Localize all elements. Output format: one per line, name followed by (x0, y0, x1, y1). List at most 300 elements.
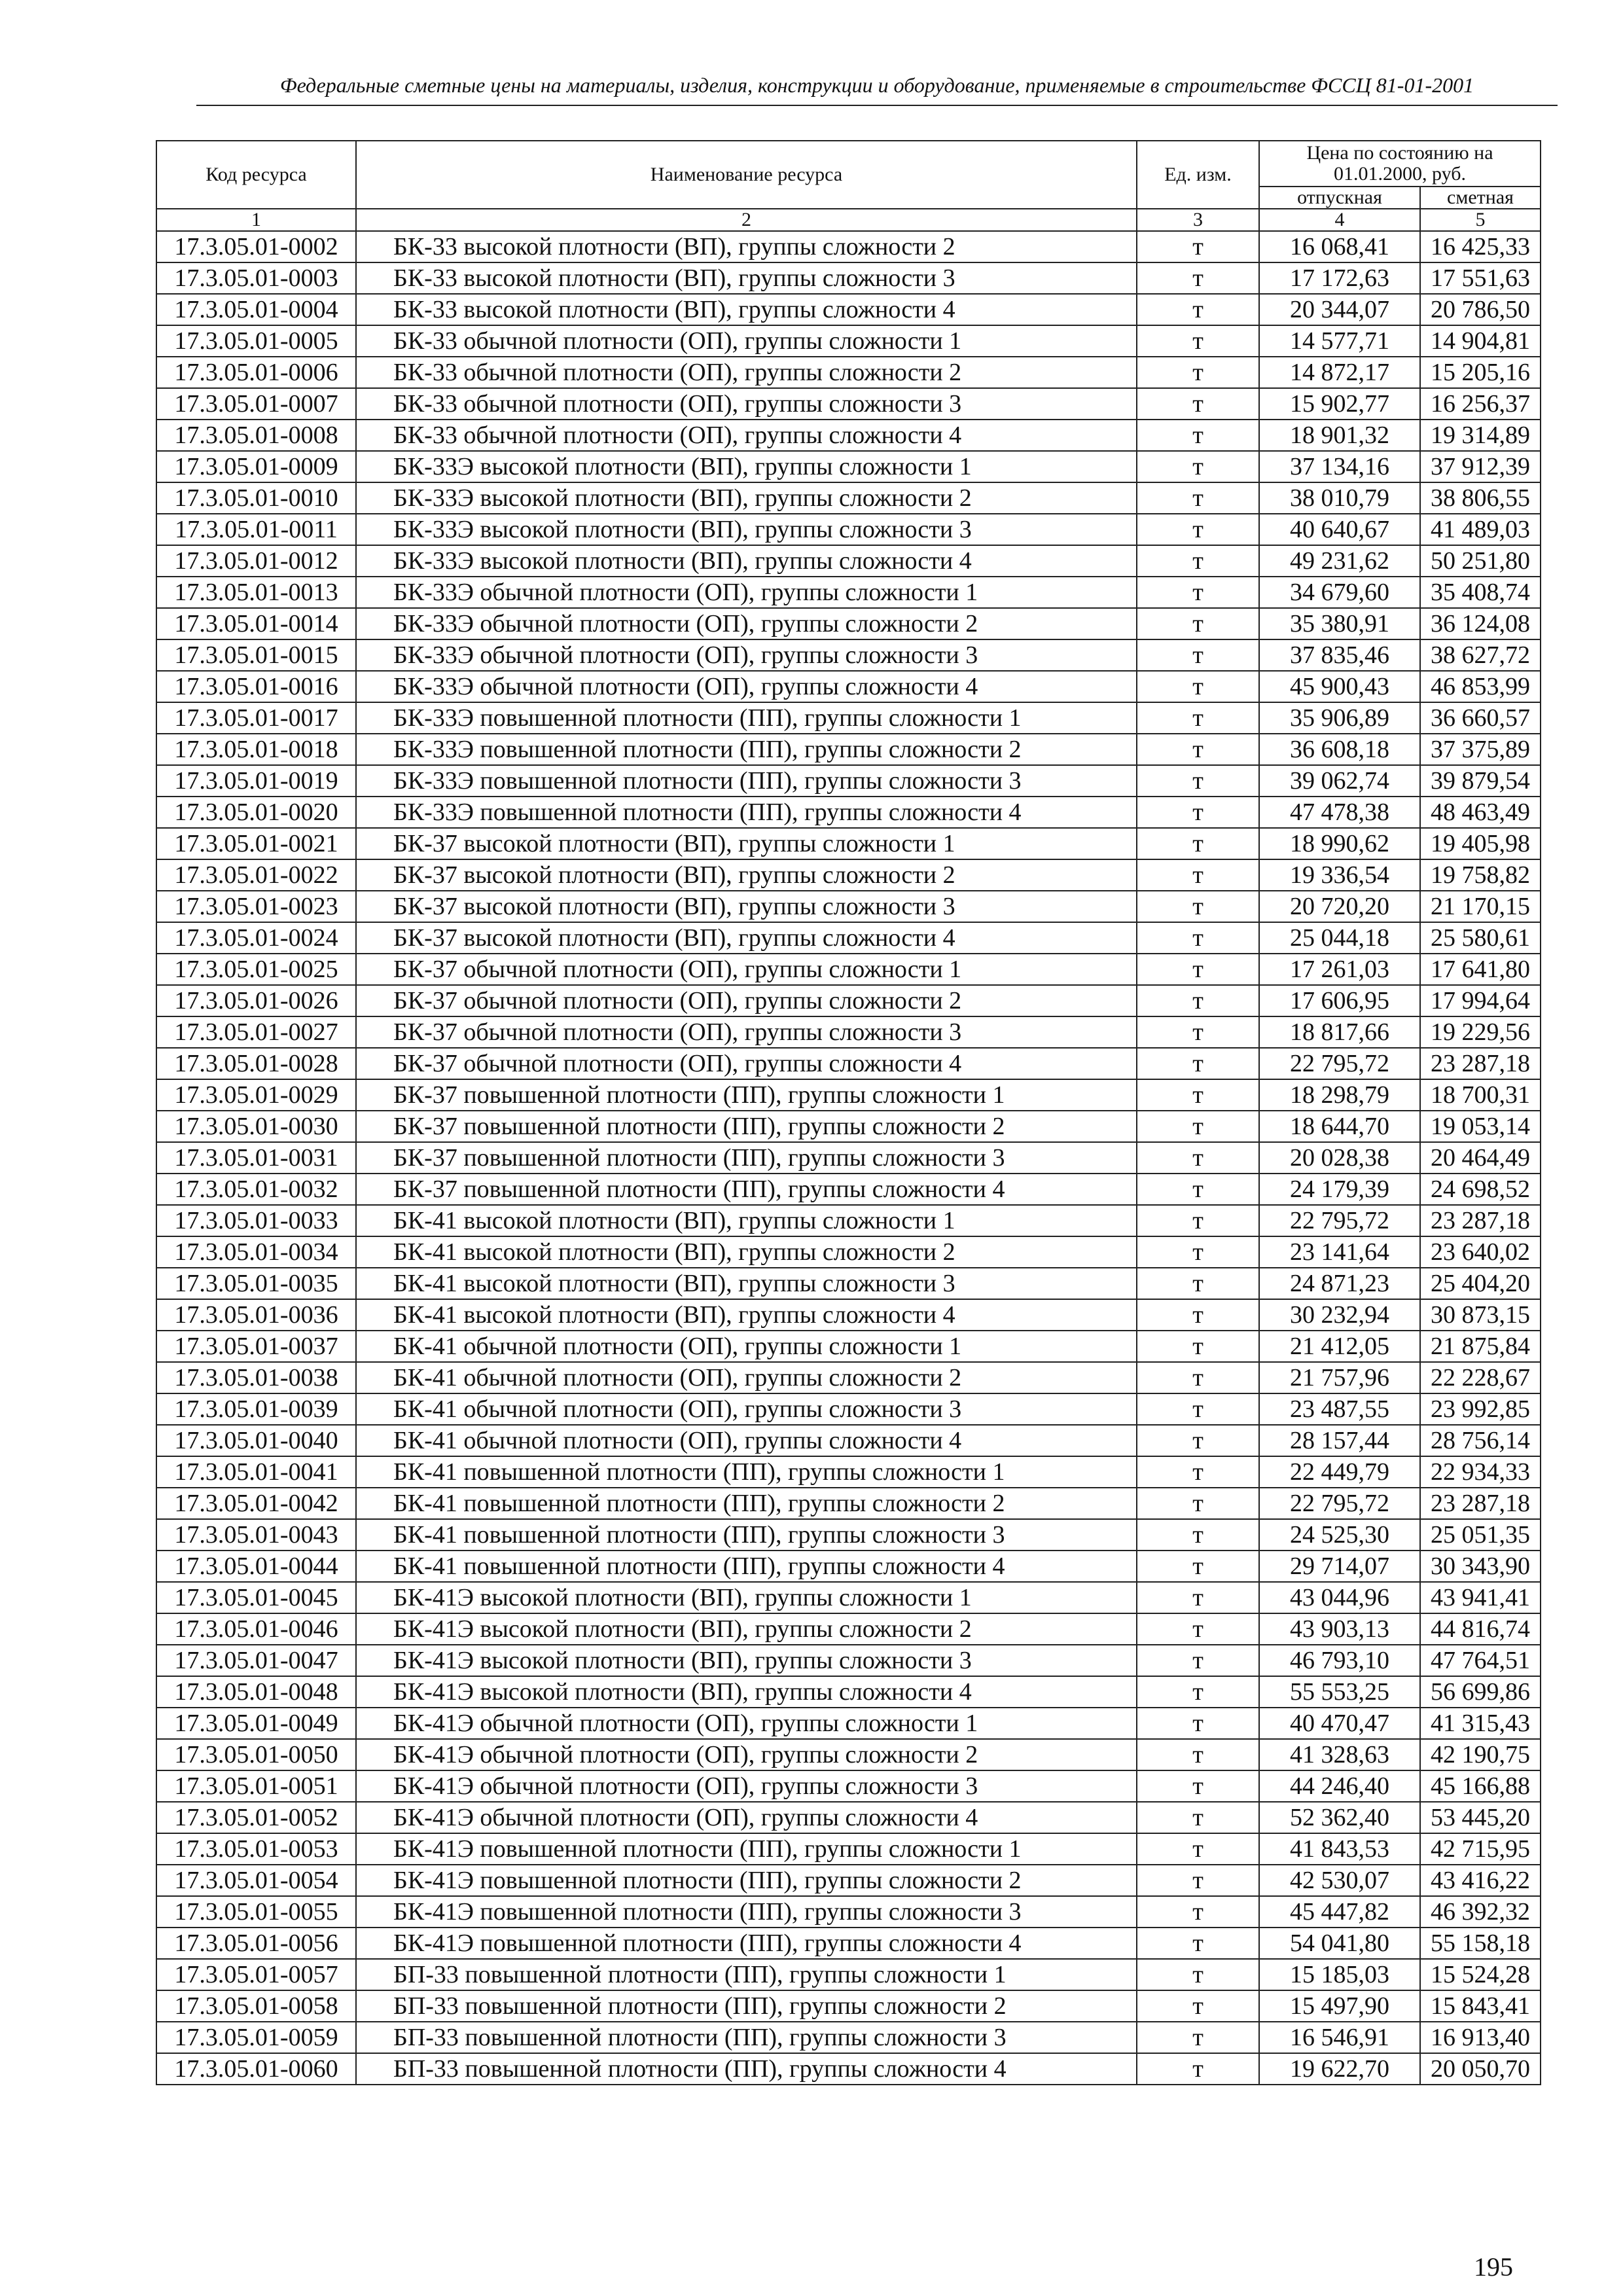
cell-release-price: 24 525,30 (1259, 1519, 1420, 1551)
cell-code: 17.3.05.01-0052 (156, 1802, 356, 1833)
cell-name: БП-33 повышенной плотности (ПП), группы сложности 1 (356, 1959, 1137, 1990)
cell-code: 17.3.05.01-0023 (156, 891, 356, 922)
col-number-1: 1 (156, 209, 356, 231)
cell-release-price: 23 487,55 (1259, 1393, 1420, 1425)
cell-release-price: 37 835,46 (1259, 639, 1420, 671)
cell-unit: т (1137, 1582, 1259, 1613)
table-row (156, 1299, 1541, 1331)
cell-unit: т (1137, 954, 1259, 985)
table-row (156, 1331, 1541, 1362)
table-row (156, 1362, 1541, 1393)
cell-release-price: 45 447,82 (1259, 1896, 1420, 1928)
cell-estimate-price: 23 640,02 (1420, 1236, 1541, 1268)
cell-unit: т (1137, 608, 1259, 639)
cell-estimate-price: 44 816,74 (1420, 1613, 1541, 1645)
cell-name: БК-33Э повышенной плотности (ПП), группы сложности 4 (356, 797, 1137, 828)
cell-estimate-price: 30 873,15 (1420, 1299, 1541, 1331)
cell-estimate-price: 36 124,08 (1420, 608, 1541, 639)
cell-release-price: 54 041,80 (1259, 1928, 1420, 1959)
cell-unit: т (1137, 1236, 1259, 1268)
table-row (156, 325, 1541, 357)
cell-unit: т (1137, 1425, 1259, 1456)
col-number-3: 3 (1137, 209, 1259, 231)
cell-unit: т (1137, 765, 1259, 797)
cell-name: БП-33 повышенной плотности (ПП), группы сложности 3 (356, 2022, 1137, 2053)
cell-code: 17.3.05.01-0013 (156, 577, 356, 608)
cell-estimate-price: 20 786,50 (1420, 294, 1541, 325)
cell-release-price: 21 757,96 (1259, 1362, 1420, 1393)
cell-code: 17.3.05.01-0028 (156, 1048, 356, 1079)
cell-unit: т (1137, 545, 1259, 577)
cell-name: БК-41Э высокой плотности (ВП), группы сложности 4 (356, 1676, 1137, 1708)
cell-release-price: 15 497,90 (1259, 1990, 1420, 2022)
cell-unit: т (1137, 325, 1259, 357)
cell-release-price: 14 577,71 (1259, 325, 1420, 357)
table-row (156, 1833, 1541, 1865)
cell-code: 17.3.05.01-0036 (156, 1299, 356, 1331)
table-row (156, 451, 1541, 482)
cell-unit: т (1137, 2022, 1259, 2053)
cell-unit: т (1137, 639, 1259, 671)
cell-unit: т (1137, 671, 1259, 702)
cell-code: 17.3.05.01-0008 (156, 420, 356, 451)
cell-release-price: 47 478,38 (1259, 797, 1420, 828)
cell-name: БК-41Э повышенной плотности (ПП), группы сложности 4 (356, 1928, 1137, 1959)
header-rule (196, 105, 1558, 106)
cell-code: 17.3.05.01-0002 (156, 231, 356, 262)
table-row (156, 1142, 1541, 1174)
cell-name: БК-41Э повышенной плотности (ПП), группы сложности 1 (356, 1833, 1137, 1865)
cell-estimate-price: 56 699,86 (1420, 1676, 1541, 1708)
cell-code: 17.3.05.01-0033 (156, 1205, 356, 1236)
cell-release-price: 35 380,91 (1259, 608, 1420, 639)
cell-unit: т (1137, 891, 1259, 922)
cell-estimate-price: 16 913,40 (1420, 2022, 1541, 2053)
cell-unit: т (1137, 1645, 1259, 1676)
cell-estimate-price: 45 166,88 (1420, 1770, 1541, 1802)
table-row (156, 262, 1541, 294)
cell-release-price: 22 795,72 (1259, 1488, 1420, 1519)
cell-estimate-price: 39 879,54 (1420, 765, 1541, 797)
cell-code: 17.3.05.01-0009 (156, 451, 356, 482)
cell-unit: т (1137, 1676, 1259, 1708)
cell-unit: т (1137, 1488, 1259, 1519)
cell-release-price: 35 906,89 (1259, 702, 1420, 734)
cell-name: БК-41 высокой плотности (ВП), группы сложности 2 (356, 1236, 1137, 1268)
cell-code: 17.3.05.01-0034 (156, 1236, 356, 1268)
col-number-4: 4 (1259, 209, 1420, 231)
cell-name: БК-41 высокой плотности (ВП), группы сложности 1 (356, 1205, 1137, 1236)
cell-code: 17.3.05.01-0016 (156, 671, 356, 702)
cell-estimate-price: 41 315,43 (1420, 1708, 1541, 1739)
cell-release-price: 43 903,13 (1259, 1613, 1420, 1645)
cell-unit: т (1137, 482, 1259, 514)
cell-code: 17.3.05.01-0012 (156, 545, 356, 577)
table-row (156, 797, 1541, 828)
cell-code: 17.3.05.01-0037 (156, 1331, 356, 1362)
cell-unit: т (1137, 797, 1259, 828)
cell-name: БК-41Э высокой плотности (ВП), группы сложности 2 (356, 1613, 1137, 1645)
cell-code: 17.3.05.01-0038 (156, 1362, 356, 1393)
cell-estimate-price: 50 251,80 (1420, 545, 1541, 577)
cell-release-price: 15 902,77 (1259, 388, 1420, 420)
cell-code: 17.3.05.01-0049 (156, 1708, 356, 1739)
cell-name: БК-41Э обычной плотности (ОП), группы сложности 1 (356, 1708, 1137, 1739)
cell-code: 17.3.05.01-0058 (156, 1990, 356, 2022)
table-row (156, 1551, 1541, 1582)
cell-release-price: 16 068,41 (1259, 231, 1420, 262)
cell-name: БК-41 обычной плотности (ОП), группы сложности 3 (356, 1393, 1137, 1425)
cell-name: БК-37 высокой плотности (ВП), группы сложности 2 (356, 859, 1137, 891)
cell-estimate-price: 15 843,41 (1420, 1990, 1541, 2022)
cell-name: БК-41 повышенной плотности (ПП), группы сложности 3 (356, 1519, 1137, 1551)
table-row (156, 1959, 1541, 1990)
cell-estimate-price: 19 314,89 (1420, 420, 1541, 451)
cell-estimate-price: 23 287,18 (1420, 1488, 1541, 1519)
cell-unit: т (1137, 1990, 1259, 2022)
cell-estimate-price: 22 228,67 (1420, 1362, 1541, 1393)
cell-code: 17.3.05.01-0043 (156, 1519, 356, 1551)
table-row (156, 482, 1541, 514)
cell-name: БК-33 обычной плотности (ОП), группы сложности 3 (356, 388, 1137, 420)
cell-estimate-price: 41 489,03 (1420, 514, 1541, 545)
table-row (156, 1174, 1541, 1205)
cell-code: 17.3.05.01-0040 (156, 1425, 356, 1456)
cell-unit: т (1137, 1456, 1259, 1488)
cell-unit: т (1137, 985, 1259, 1016)
table-row (156, 1896, 1541, 1928)
cell-estimate-price: 37 912,39 (1420, 451, 1541, 482)
cell-unit: т (1137, 1079, 1259, 1111)
table-row (156, 1111, 1541, 1142)
cell-release-price: 20 028,38 (1259, 1142, 1420, 1174)
cell-estimate-price: 43 941,41 (1420, 1582, 1541, 1613)
table-row (156, 545, 1541, 577)
page-number: 195 (1474, 2252, 1513, 2282)
cell-code: 17.3.05.01-0029 (156, 1079, 356, 1111)
cell-name: БК-41 повышенной плотности (ПП), группы сложности 1 (356, 1456, 1137, 1488)
cell-unit: т (1137, 1393, 1259, 1425)
cell-name: БК-33Э высокой плотности (ВП), группы сложности 3 (356, 514, 1137, 545)
table-row (156, 1268, 1541, 1299)
cell-name: БК-33 обычной плотности (ОП), группы сложности 2 (356, 357, 1137, 388)
cell-release-price: 43 044,96 (1259, 1582, 1420, 1613)
cell-estimate-price: 19 053,14 (1420, 1111, 1541, 1142)
cell-estimate-price: 19 229,56 (1420, 1016, 1541, 1048)
cell-name: БК-41Э повышенной плотности (ПП), группы сложности 2 (356, 1865, 1137, 1896)
cell-name: БК-33Э повышенной плотности (ПП), группы сложности 1 (356, 702, 1137, 734)
cell-release-price: 14 872,17 (1259, 357, 1420, 388)
cell-code: 17.3.05.01-0059 (156, 2022, 356, 2053)
cell-estimate-price: 46 392,32 (1420, 1896, 1541, 1928)
table-row (156, 639, 1541, 671)
cell-release-price: 24 179,39 (1259, 1174, 1420, 1205)
cell-name: БК-33Э обычной плотности (ОП), группы сложности 4 (356, 671, 1137, 702)
table-row (156, 1079, 1541, 1111)
cell-release-price: 21 412,05 (1259, 1331, 1420, 1362)
cell-unit: т (1137, 1519, 1259, 1551)
table-row (156, 1519, 1541, 1551)
cell-code: 17.3.05.01-0022 (156, 859, 356, 891)
cell-unit: т (1137, 577, 1259, 608)
cell-unit: т (1137, 1268, 1259, 1299)
cell-code: 17.3.05.01-0039 (156, 1393, 356, 1425)
col-header-release-price: отпускная (1259, 187, 1420, 209)
cell-estimate-price: 38 627,72 (1420, 639, 1541, 671)
cell-estimate-price: 16 425,33 (1420, 231, 1541, 262)
cell-code: 17.3.05.01-0045 (156, 1582, 356, 1613)
price-table (156, 140, 1541, 2085)
cell-release-price: 16 546,91 (1259, 2022, 1420, 2053)
cell-code: 17.3.05.01-0015 (156, 639, 356, 671)
cell-estimate-price: 47 764,51 (1420, 1645, 1541, 1676)
table-row (156, 765, 1541, 797)
cell-unit: т (1137, 2053, 1259, 2085)
cell-code: 17.3.05.01-0005 (156, 325, 356, 357)
cell-code: 17.3.05.01-0031 (156, 1142, 356, 1174)
cell-name: БК-37 повышенной плотности (ПП), группы сложности 4 (356, 1174, 1137, 1205)
table-row (156, 702, 1541, 734)
cell-name: БК-37 обычной плотности (ОП), группы сложности 1 (356, 954, 1137, 985)
cell-unit: т (1137, 1205, 1259, 1236)
cell-code: 17.3.05.01-0020 (156, 797, 356, 828)
cell-name: БК-33 высокой плотности (ВП), группы сложности 4 (356, 294, 1137, 325)
cell-name: БК-37 высокой плотности (ВП), группы сложности 3 (356, 891, 1137, 922)
cell-release-price: 39 062,74 (1259, 765, 1420, 797)
cell-code: 17.3.05.01-0048 (156, 1676, 356, 1708)
cell-name: БК-33 обычной плотности (ОП), группы сложности 1 (356, 325, 1137, 357)
cell-release-price: 19 336,54 (1259, 859, 1420, 891)
cell-code: 17.3.05.01-0030 (156, 1111, 356, 1142)
cell-estimate-price: 53 445,20 (1420, 1802, 1541, 1833)
cell-code: 17.3.05.01-0010 (156, 482, 356, 514)
cell-name: БК-33Э обычной плотности (ОП), группы сложности 1 (356, 577, 1137, 608)
cell-release-price: 41 843,53 (1259, 1833, 1420, 1865)
table-row (156, 859, 1541, 891)
cell-estimate-price: 25 051,35 (1420, 1519, 1541, 1551)
cell-name: БК-41 повышенной плотности (ПП), группы сложности 2 (356, 1488, 1137, 1519)
cell-unit: т (1137, 1865, 1259, 1896)
table-row (156, 1645, 1541, 1676)
cell-unit: т (1137, 1896, 1259, 1928)
cell-estimate-price: 16 256,37 (1420, 388, 1541, 420)
table-row (156, 231, 1541, 262)
cell-estimate-price: 21 170,15 (1420, 891, 1541, 922)
cell-code: 17.3.05.01-0021 (156, 828, 356, 859)
cell-release-price: 40 640,67 (1259, 514, 1420, 545)
cell-release-price: 38 010,79 (1259, 482, 1420, 514)
cell-code: 17.3.05.01-0024 (156, 922, 356, 954)
table-row (156, 671, 1541, 702)
cell-estimate-price: 20 050,70 (1420, 2053, 1541, 2085)
cell-name: БК-41 обычной плотности (ОП), группы сложности 4 (356, 1425, 1137, 1456)
cell-name: БК-41 повышенной плотности (ПП), группы сложности 4 (356, 1551, 1137, 1582)
col-header-unit: Ед. изм. (1137, 141, 1259, 209)
table-row (156, 357, 1541, 388)
cell-release-price: 18 901,32 (1259, 420, 1420, 451)
cell-release-price: 22 449,79 (1259, 1456, 1420, 1488)
cell-release-price: 18 644,70 (1259, 1111, 1420, 1142)
cell-release-price: 29 714,07 (1259, 1551, 1420, 1582)
cell-unit: т (1137, 451, 1259, 482)
cell-unit: т (1137, 1331, 1259, 1362)
cell-release-price: 24 871,23 (1259, 1268, 1420, 1299)
cell-unit: т (1137, 1739, 1259, 1770)
table-row (156, 577, 1541, 608)
col-number-2: 2 (356, 209, 1137, 231)
cell-unit: т (1137, 1142, 1259, 1174)
table-row (156, 420, 1541, 451)
cell-code: 17.3.05.01-0004 (156, 294, 356, 325)
cell-release-price: 20 720,20 (1259, 891, 1420, 922)
cell-estimate-price: 18 700,31 (1420, 1079, 1541, 1111)
cell-code: 17.3.05.01-0025 (156, 954, 356, 985)
cell-unit: т (1137, 1048, 1259, 1079)
cell-name: БК-41 обычной плотности (ОП), группы сложности 1 (356, 1331, 1137, 1362)
cell-code: 17.3.05.01-0017 (156, 702, 356, 734)
cell-estimate-price: 15 524,28 (1420, 1959, 1541, 1990)
cell-estimate-price: 19 405,98 (1420, 828, 1541, 859)
cell-name: БП-33 повышенной плотности (ПП), группы сложности 2 (356, 1990, 1137, 2022)
cell-code: 17.3.05.01-0014 (156, 608, 356, 639)
table-row (156, 1676, 1541, 1708)
cell-release-price: 17 172,63 (1259, 262, 1420, 294)
cell-unit: т (1137, 231, 1259, 262)
cell-estimate-price: 20 464,49 (1420, 1142, 1541, 1174)
cell-name: БК-41Э обычной плотности (ОП), группы сложности 4 (356, 1802, 1137, 1833)
table-row (156, 1236, 1541, 1268)
cell-unit: т (1137, 1959, 1259, 1990)
cell-release-price: 44 246,40 (1259, 1770, 1420, 1802)
cell-release-price: 34 679,60 (1259, 577, 1420, 608)
cell-release-price: 18 298,79 (1259, 1079, 1420, 1111)
cell-unit: т (1137, 702, 1259, 734)
table-row (156, 608, 1541, 639)
table-row (156, 514, 1541, 545)
cell-release-price: 36 608,18 (1259, 734, 1420, 765)
cell-release-price: 15 185,03 (1259, 1959, 1420, 1990)
cell-release-price: 22 795,72 (1259, 1048, 1420, 1079)
cell-estimate-price: 38 806,55 (1420, 482, 1541, 514)
cell-release-price: 42 530,07 (1259, 1865, 1420, 1896)
cell-code: 17.3.05.01-0035 (156, 1268, 356, 1299)
table-row (156, 1928, 1541, 1959)
cell-code: 17.3.05.01-0047 (156, 1645, 356, 1676)
cell-release-price: 18 817,66 (1259, 1016, 1420, 1048)
cell-name: БК-41 высокой плотности (ВП), группы сложности 4 (356, 1299, 1137, 1331)
cell-release-price: 52 362,40 (1259, 1802, 1420, 1833)
cell-code: 17.3.05.01-0044 (156, 1551, 356, 1582)
table-row (156, 1613, 1541, 1645)
col-header-name: Наименование ресурса (356, 141, 1137, 209)
table-row (156, 1708, 1541, 1739)
table-row (156, 1770, 1541, 1802)
cell-name: БК-37 обычной плотности (ОП), группы сложности 4 (356, 1048, 1137, 1079)
cell-unit: т (1137, 1833, 1259, 1865)
table-row (156, 1990, 1541, 2022)
col-header-code: Код ресурса (156, 141, 356, 209)
cell-name: БК-33Э высокой плотности (ВП), группы сложности 4 (356, 545, 1137, 577)
col-number-5: 5 (1420, 209, 1541, 231)
cell-estimate-price: 22 934,33 (1420, 1456, 1541, 1488)
cell-name: БК-37 высокой плотности (ВП), группы сложности 4 (356, 922, 1137, 954)
col-header-price-group: Цена по состоянию на 01.01.2000, руб. (1259, 141, 1541, 187)
cell-name: БК-37 обычной плотности (ОП), группы сложности 3 (356, 1016, 1137, 1048)
cell-code: 17.3.05.01-0027 (156, 1016, 356, 1048)
cell-code: 17.3.05.01-0060 (156, 2053, 356, 2085)
cell-estimate-price: 37 375,89 (1420, 734, 1541, 765)
cell-code: 17.3.05.01-0042 (156, 1488, 356, 1519)
cell-estimate-price: 25 404,20 (1420, 1268, 1541, 1299)
cell-release-price: 25 044,18 (1259, 922, 1420, 954)
cell-estimate-price: 25 580,61 (1420, 922, 1541, 954)
cell-name: БК-41Э обычной плотности (ОП), группы сложности 3 (356, 1770, 1137, 1802)
table-row (156, 2022, 1541, 2053)
cell-estimate-price: 42 190,75 (1420, 1739, 1541, 1770)
cell-unit: т (1137, 294, 1259, 325)
table-row (156, 734, 1541, 765)
cell-code: 17.3.05.01-0007 (156, 388, 356, 420)
table-row (156, 1488, 1541, 1519)
cell-estimate-price: 35 408,74 (1420, 577, 1541, 608)
table-row (156, 985, 1541, 1016)
cell-estimate-price: 19 758,82 (1420, 859, 1541, 891)
cell-code: 17.3.05.01-0053 (156, 1833, 356, 1865)
table-row (156, 1048, 1541, 1079)
table-row (156, 2053, 1541, 2085)
table-header (156, 141, 1541, 231)
cell-code: 17.3.05.01-0051 (156, 1770, 356, 1802)
cell-name: БК-37 повышенной плотности (ПП), группы сложности 2 (356, 1111, 1137, 1142)
cell-name: БК-41Э высокой плотности (ВП), группы сложности 3 (356, 1645, 1137, 1676)
cell-release-price: 40 470,47 (1259, 1708, 1420, 1739)
table-row (156, 828, 1541, 859)
cell-name: БП-33 повышенной плотности (ПП), группы сложности 4 (356, 2053, 1137, 2085)
cell-code: 17.3.05.01-0019 (156, 765, 356, 797)
running-header: Федеральные сметные цены на материалы, изделия, конструкции и оборудование, применяемые в строительстве ФССЦ 81-01-2001 (279, 73, 1474, 97)
cell-estimate-price: 17 641,80 (1420, 954, 1541, 985)
cell-release-price: 41 328,63 (1259, 1739, 1420, 1770)
cell-unit: т (1137, 1708, 1259, 1739)
table-row (156, 1016, 1541, 1048)
cell-unit: т (1137, 922, 1259, 954)
cell-name: БК-33 высокой плотности (ВП), группы сложности 3 (356, 262, 1137, 294)
cell-name: БК-37 высокой плотности (ВП), группы сложности 1 (356, 828, 1137, 859)
cell-estimate-price: 15 205,16 (1420, 357, 1541, 388)
table-row (156, 294, 1541, 325)
cell-release-price: 22 795,72 (1259, 1205, 1420, 1236)
cell-estimate-price: 17 994,64 (1420, 985, 1541, 1016)
table-row (156, 1456, 1541, 1488)
cell-release-price: 19 622,70 (1259, 2053, 1420, 2085)
cell-unit: т (1137, 1362, 1259, 1393)
cell-name: БК-41Э высокой плотности (ВП), группы сложности 1 (356, 1582, 1137, 1613)
table-row (156, 1865, 1541, 1896)
table-row (156, 1582, 1541, 1613)
cell-unit: т (1137, 1016, 1259, 1048)
cell-estimate-price: 23 287,18 (1420, 1048, 1541, 1079)
cell-name: БК-33Э высокой плотности (ВП), группы сложности 2 (356, 482, 1137, 514)
cell-unit: т (1137, 357, 1259, 388)
cell-estimate-price: 30 343,90 (1420, 1551, 1541, 1582)
cell-code: 17.3.05.01-0054 (156, 1865, 356, 1896)
cell-unit: т (1137, 1111, 1259, 1142)
cell-code: 17.3.05.01-0057 (156, 1959, 356, 1990)
table-row (156, 388, 1541, 420)
cell-unit: т (1137, 859, 1259, 891)
cell-release-price: 46 793,10 (1259, 1645, 1420, 1676)
cell-unit: т (1137, 262, 1259, 294)
